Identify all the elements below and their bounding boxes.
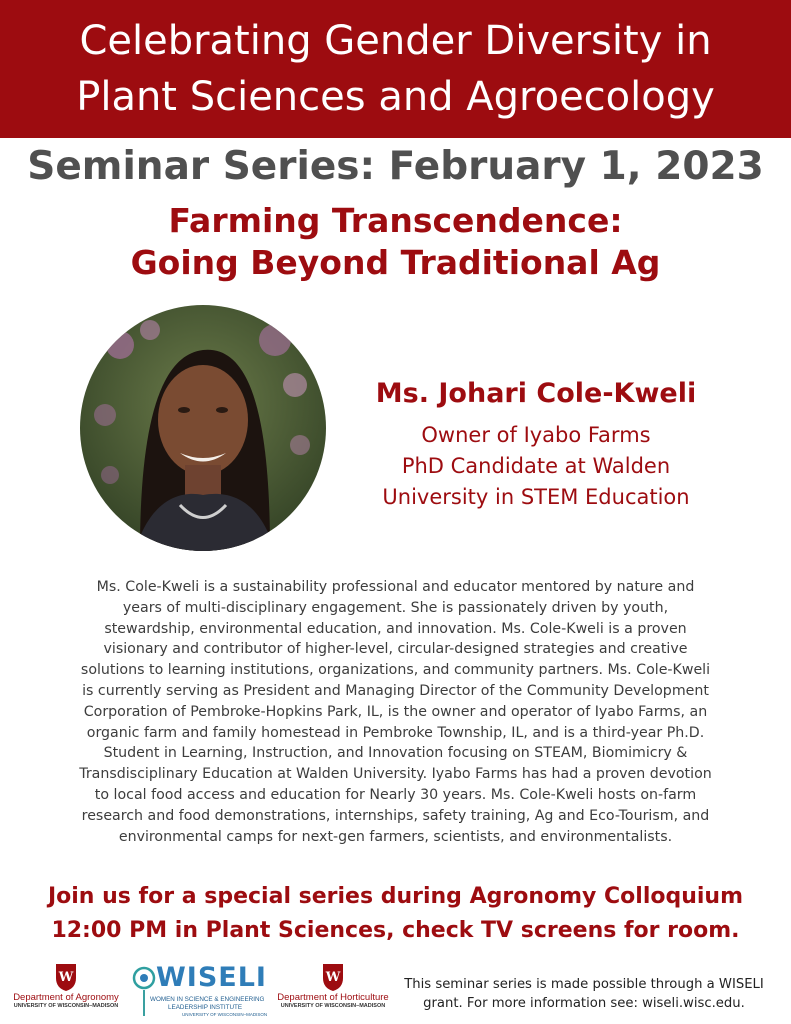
banner-title-line-2: Plant Sciences and Agroecology [76, 74, 715, 120]
call-to-action [0, 880, 791, 948]
speaker-name: Ms. Johari Cole-Kweli [375, 378, 697, 409]
bio-line: stewardship, environmental education, and innovation. Ms. Cole-Kweli is a proven [104, 620, 687, 637]
bio-line: Ms. Cole-Kweli is a sustainability professional and educator mentored by nature and [96, 579, 695, 595]
bio-line: visionary and contributor of higher-level, circular-designed strategies and creative [103, 641, 688, 658]
talk-title-line-1: Farming Transcendence: [168, 201, 623, 240]
horticulture-dept-label: Department of Horticulture [277, 992, 389, 1003]
bio-line: solutions to learning institutions, organizations, and community partners. Ms. Cole-Kweli [80, 662, 711, 679]
bio-line: organic farm and family homestead in Pembroke Township, IL, and is a third-year Ph.D. [86, 724, 705, 741]
uw-crest-icon [321, 962, 345, 992]
speaker-photo-illustration [80, 305, 326, 551]
horticulture-logo [270, 962, 396, 1010]
speaker-role-line-1: Owner of Iyabo Farms [421, 423, 651, 447]
bio-line: Corporation of Pembroke-Hopkins Park, IL, is the owner and operator of Iyabo Farms, an [83, 703, 708, 720]
speaker-bio [22, 577, 769, 847]
agronomy-dept-label: Department of Agronomy [13, 992, 119, 1003]
horticulture-univ-label: UNIVERSITY OF WISCONSIN–MADISON [280, 1003, 386, 1009]
cta-line-2: 12:00 PM in Plant Sciences, check TV screens for room. [51, 918, 740, 943]
bio-line: years of multi-disciplinary engagement. She is passionately driven by youth, [122, 599, 669, 616]
cta-line-1: Join us for a special series during Agronomy Colloquium [47, 884, 744, 909]
wiseli-globe-icon [132, 966, 156, 990]
svg-text:W: W [325, 970, 341, 985]
credit-line-1: This seminar series is made possible through a WISELI [404, 977, 764, 992]
svg-text:W: W [58, 970, 74, 985]
series-date: Seminar Series: February 1, 2023 [27, 144, 764, 189]
wiseli-subtitle-3: UNIVERSITY OF WISCONSIN–MADISON [182, 1012, 268, 1017]
bio-line: research and food demonstrations, internships, safety training, Ag and Eco-Tourism, and [81, 807, 710, 824]
speaker-portrait [80, 305, 326, 551]
wiseli-wordmark: WISELI [156, 962, 267, 993]
bio-line: to local food access and education for Nearly 30 years. Ms. Cole-Kweli hosts on-farm [94, 786, 697, 803]
agronomy-univ-label: UNIVERSITY OF WISCONSIN–MADISON [13, 1003, 119, 1009]
wiseli-subtitle-1: WOMEN IN SCIENCE & ENGINEERING [150, 996, 265, 1003]
bio-line: is currently serving as President and Managing Director of the Community Development [82, 682, 709, 699]
bio-line: environmental camps for next-gen farmers, scientists, and environmentalists. [118, 828, 673, 845]
funding-credit [384, 976, 784, 1013]
talk-title [0, 200, 791, 284]
talk-title-line-2: Going Beyond Traditional Ag [130, 243, 661, 282]
banner-title-line-1: Celebrating Gender Diversity in [79, 18, 712, 64]
wiseli-stem [143, 990, 145, 1016]
bio-line: Transdisciplinary Education at Walden University. Iyabo Farms has had a proven devotion [79, 766, 712, 783]
header-banner [0, 0, 791, 138]
credit-line-2: grant. For more information see: wiseli.wisc.edu. [423, 995, 745, 1011]
agronomy-logo [6, 962, 126, 1010]
wiseli-logo [130, 962, 268, 1018]
speaker-role-line-3: University in STEM Education [382, 485, 690, 509]
wiseli-subtitle-2: LEADERSHIP INSTITUTE [168, 1004, 243, 1011]
uw-crest-icon [54, 962, 78, 992]
speaker-role-line-2: PhD Candidate at Walden [401, 454, 671, 478]
bio-line: Student in Learning, Instruction, and Innovation focusing on STEAM, Biomimicry & [103, 745, 688, 762]
